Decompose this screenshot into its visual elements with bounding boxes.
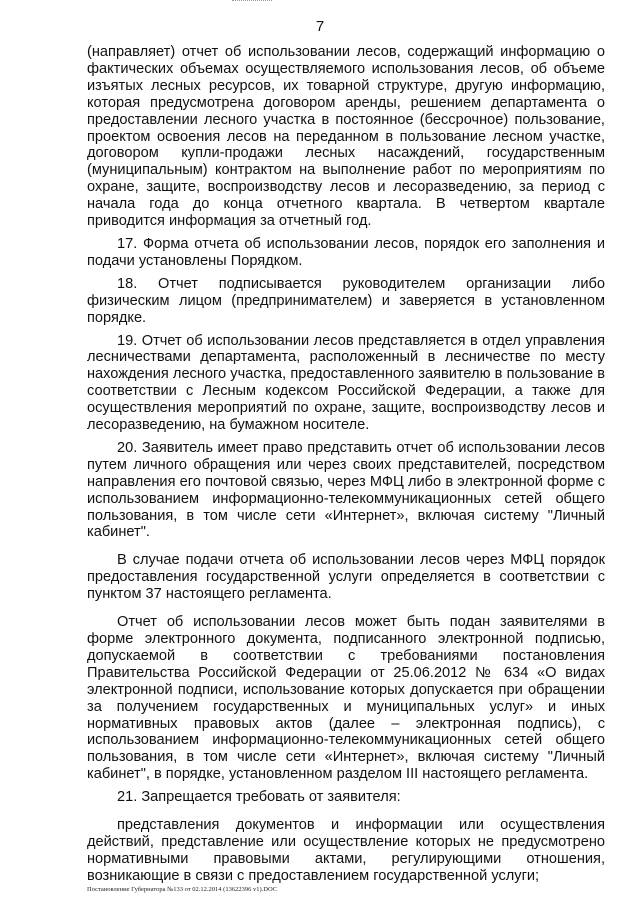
paragraph-item-20: 20. Заявитель имеет право представить отчет об использовании лесов путем личного обращения или через своих представителей, посредством направления его почтовой связью, через МФЦ либо в электронной форме с использованием информационно-телекоммуникационных сетей общего пользования, в том числе сети «Интернет», включая систему "Личный кабинет". [87, 439, 605, 541]
paragraph-item-18: 18. Отчет подписывается руководителем организации либо физическим лицом (предпринимателем) и заверяется в установленном порядке. [87, 275, 605, 326]
paragraph-item-19: 19. Отчет об использовании лесов представляется в отдел управления лесничествами департамента, расположенный в лесничестве по месту нахождения лесного участка, предоставленного заявителю в пользование в соответствии с Лесным кодексом Российской Федерации, а также для осуществления мероприятий по охране, защите, воспроизводству лесов и лесоразведению, на бумажном носителе. [87, 332, 605, 434]
page-number: 7 [315, 18, 325, 35]
paragraph-item-17: 17. Форма отчета об использовании лесов, порядок его заполнения и подачи установлены Порядком. [87, 235, 605, 269]
document-footer: Постановление Губернатора №133 от 02.12.2014 (13622396 v1).DOC [87, 886, 277, 893]
scan-edge-mark [232, 0, 272, 4]
paragraph-item-21: 21. Запрещается требовать от заявителя: [117, 789, 401, 806]
paragraph-electronic-document: Отчет об использовании лесов может быть подан заявителями в форме электронного документа, подписанного электронной подписью, допускаемой в соответствии с требованиями постановления Правительства Российской Федерации от 25.06.2012 № 634 «О видах электронной подписи, использование которых допускается при обращении за получением государственных и муниципальных услуг» и иных нормативных правовых актов (далее – электронная подпись), с использованием информационно-телекоммуникационных сетей общего пользования, в том числе сети «Интернет», включая систему "Личный кабинет", в порядке, установленном разделом III настоящего регламента. [87, 614, 605, 783]
document-body [87, 44, 605, 885]
paragraph-mfc: В случае подачи отчета об использовании лесов через МФЦ порядок предоставления государственной услуги определяется в соответствии с пунктом 37 настоящего регламента. [87, 552, 605, 603]
paragraph-continuation: (направляет) отчет об использовании лесов, содержащий информацию о фактических объемах осуществляемого использования лесов, об объеме изъятых лесных ресурсов, их товарной структуре, другую информацию, которая предусмотрена договором аренды, решением департамента о предоставлении лесного участка в постоянное (бессрочное) пользование, проектом освоения лесов на переданном в пользование лесном участке, договором купли-продажи лесных насаждений, государственным (муниципальным) контрактом на выполнение работ по мероприятиям по охране, защите, воспроизводству лесов и лесоразведению, за период с начала года до конца отчетного квартала. В четвертом квартале приводится информация за отчетный год. [87, 44, 605, 230]
paragraph-prohibition: представления документов и информации или осуществления действий, представление или осуществление которых не предусмотрено нормативными правовыми актами, регулирующими отношения, возникающие в связи с предоставлением государственной услуги; [87, 817, 605, 884]
